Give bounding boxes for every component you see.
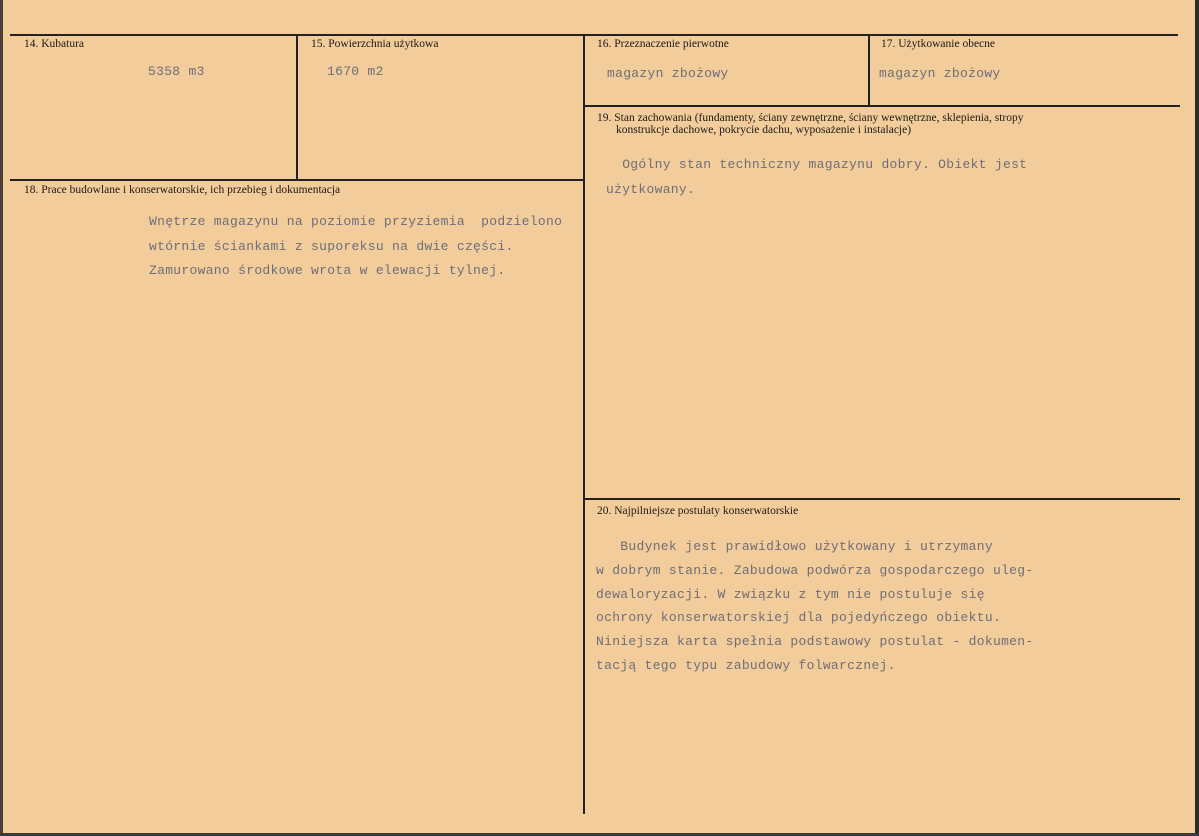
- scan-edge-left: [0, 0, 3, 836]
- divider-16-17: [868, 34, 870, 106]
- field-18-text: [149, 210, 562, 284]
- field-15-label: 15. Powierzchnia użytkowa: [311, 38, 439, 50]
- field-19-label-cont: konstrukcje dachowe, pokrycie dachu, wyposażenie i instalacje): [616, 124, 912, 136]
- divider-main: [583, 34, 585, 814]
- field-20-text: [596, 535, 1033, 678]
- field-16-label: 16. Przeznaczenie pierwotne: [597, 38, 729, 50]
- field-14-label: 14. Kubatura: [24, 38, 85, 50]
- field-17-value: magazyn zbożowy: [879, 66, 1001, 81]
- field-20-line: ochrony konserwatorskiej dla pojedyńczego obiektu.: [596, 610, 1002, 626]
- rule-above-18: [10, 179, 584, 181]
- field-19-text: [606, 153, 1027, 202]
- rule-above-19: [584, 105, 1180, 107]
- field-20-line: w dobrym stanie. Zabudowa podwórza gospodarczego uleg-: [596, 562, 1034, 578]
- field-18-line: wtórnie ściankami z suporeksu na dwie części.: [149, 238, 514, 254]
- field-17-label: 17. Użytkowanie obecne: [881, 38, 996, 50]
- field-16-value: magazyn zbożowy: [607, 66, 729, 81]
- field-18-label: 18. Prace budowlane i konserwatorskie, ich przebieg i dokumentacja: [24, 184, 341, 196]
- divider-14-15: [296, 34, 298, 180]
- field-20-line: tacją tego typu zabudowy folwarcznej.: [596, 657, 896, 673]
- field-19-line: użytkowany.: [606, 181, 696, 197]
- field-18-line: Wnętrze magazynu na poziomie przyziemia podzielono: [149, 214, 563, 229]
- field-20-line: dewaloryzacji. W związku z tym nie postuluje się: [596, 586, 985, 602]
- field-18-line: Zamurowano środkowe wrota w elewacji tylnej.: [149, 263, 506, 278]
- field-20-line: Niniejsza karta spełnia podstawowy postulat - dokumen-: [596, 634, 1034, 650]
- field-20-label: 20. Najpilniejsze postulaty konserwatorskie: [597, 505, 799, 517]
- field-15-value: 1670 m2: [327, 64, 384, 79]
- top-rule: [10, 34, 1178, 36]
- field-19-line: Ogólny stan techniczny magazynu dobry. Obiekt jest: [606, 157, 1028, 172]
- field-14-value: 5358 m3: [148, 64, 205, 79]
- field-20-line: Budynek jest prawidłowo użytkowany i utrzymany: [596, 539, 993, 554]
- field-19-label: 19. Stan zachowania (fundamenty, ściany zewnętrzne, ściany wewnętrzne, sklepienia, stropy: [597, 112, 1024, 124]
- scan-edge-right: [1195, 0, 1199, 836]
- rule-above-20: [584, 498, 1180, 500]
